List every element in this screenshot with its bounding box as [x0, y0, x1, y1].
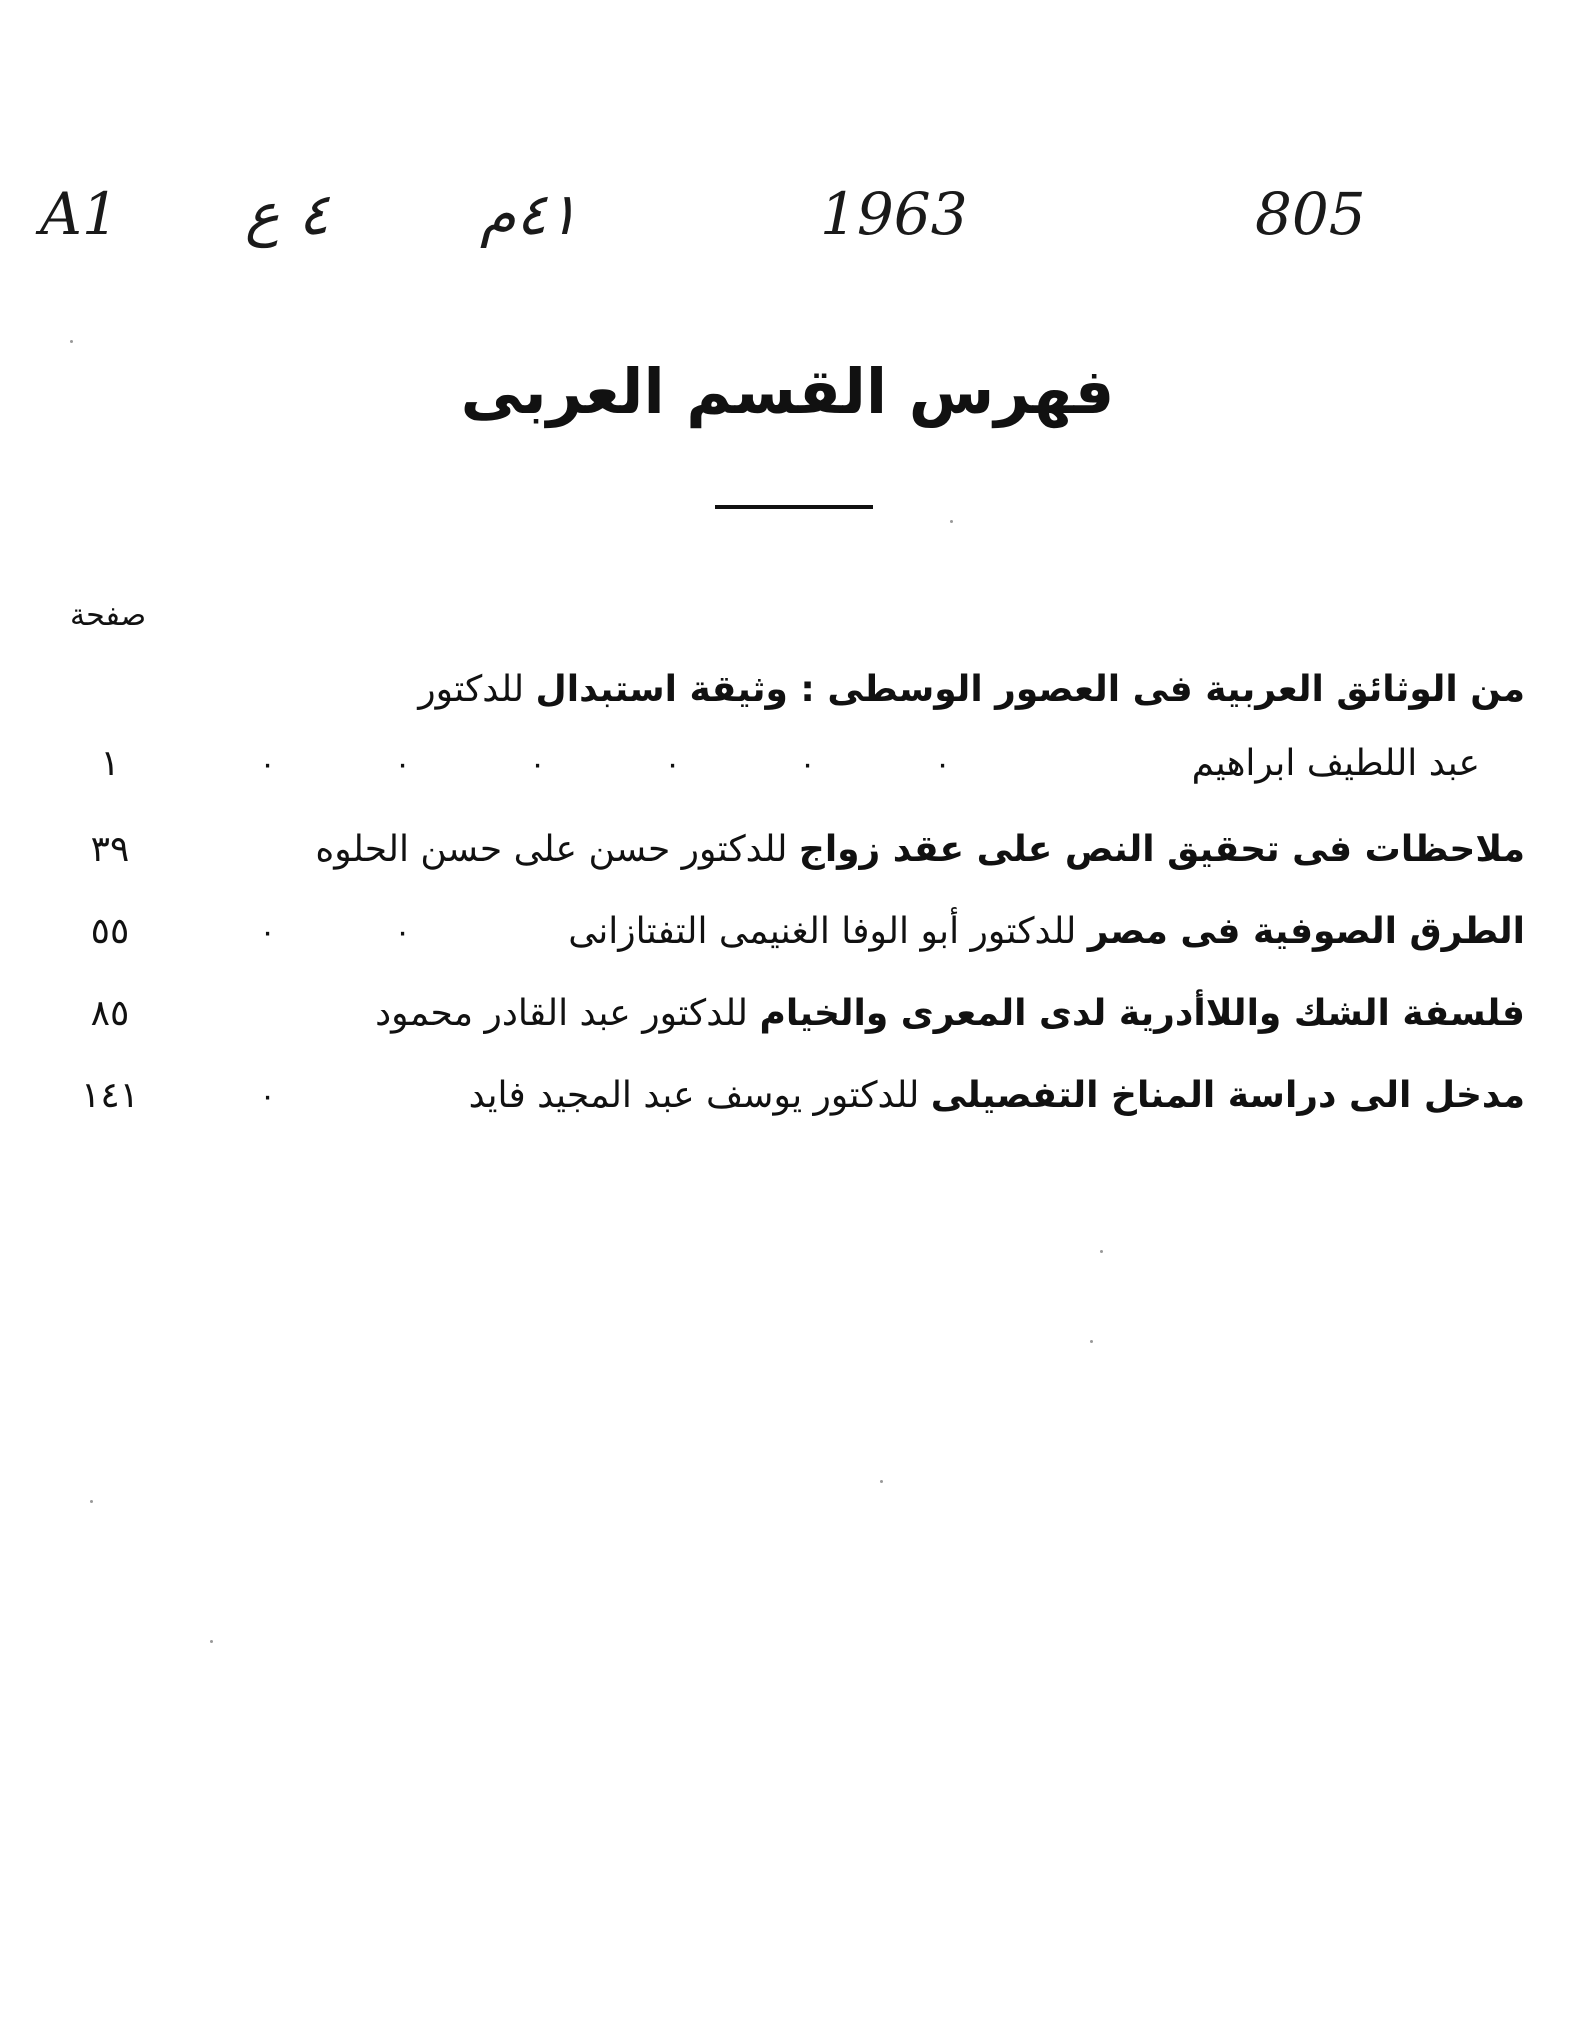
toc-entry [0, 897, 1575, 977]
entry-author-prefix: للدكتور [418, 669, 525, 710]
toc-entry [0, 1061, 1575, 1141]
entry-line [469, 1075, 1525, 1116]
entry-line [418, 669, 1525, 710]
page-column-label: صفحة [70, 598, 147, 633]
entry-page-number: ٨٥ [90, 993, 130, 1034]
title-divider [715, 505, 873, 509]
entry-page-number: ١ [100, 743, 120, 784]
dot-leader: ٠ [259, 1079, 276, 1114]
entry-line [315, 829, 1525, 870]
entry-title: من الوثائق العربية فى العصور الوسطى : وثيقة استبدال [535, 669, 1525, 710]
entry-title: الطرق الصوفية فى مصر [1087, 911, 1525, 952]
entry-line [375, 993, 1525, 1034]
entry-title: فلسفة الشك واللاأدرية لدى المعرى والخيام [759, 993, 1525, 1034]
entry-line [568, 911, 1525, 952]
entry-page-number: ١٤١ [80, 1075, 139, 1116]
entry-title: ملاحظات فى تحقيق النص على عقد زواج [798, 829, 1525, 870]
handwritten-month: ٤١م [480, 180, 579, 248]
handwritten-catalog-notes [0, 180, 1575, 300]
toc-entry [0, 979, 1575, 1059]
dot-leader: ٠٠ [259, 915, 411, 950]
handwritten-year: 1963 [820, 180, 968, 248]
toc-entry [0, 815, 1575, 895]
entry-page-number: ٣٩ [90, 829, 130, 870]
entry-author: للدكتور يوسف عبد المجيد فايد [468, 1075, 920, 1116]
entry-author: للدكتور أبو الوفا الغنيمى التفتازانى [568, 911, 1077, 952]
handwritten-code: A1 [40, 180, 119, 248]
dot-leader: ٠٠٠٠٠٠ [259, 747, 951, 782]
entry-author: للدكتور حسن على حسن الحلوه [315, 829, 788, 870]
handwritten-day: ٤ ع [245, 180, 330, 248]
toc-entry [0, 655, 1575, 784]
entry-page-number: ٥٥ [90, 911, 130, 952]
entry-author-line [1192, 743, 1480, 784]
page-title: فهرس القسم العربى [460, 355, 1115, 428]
entry-author: للدكتور عبد القادر محمود [375, 993, 748, 1034]
handwritten-number: 805 [1255, 180, 1366, 248]
entry-author: عبد اللطيف ابراهيم [1191, 743, 1480, 784]
entry-title: مدخل الى دراسة المناخ التفصيلى [930, 1075, 1525, 1116]
